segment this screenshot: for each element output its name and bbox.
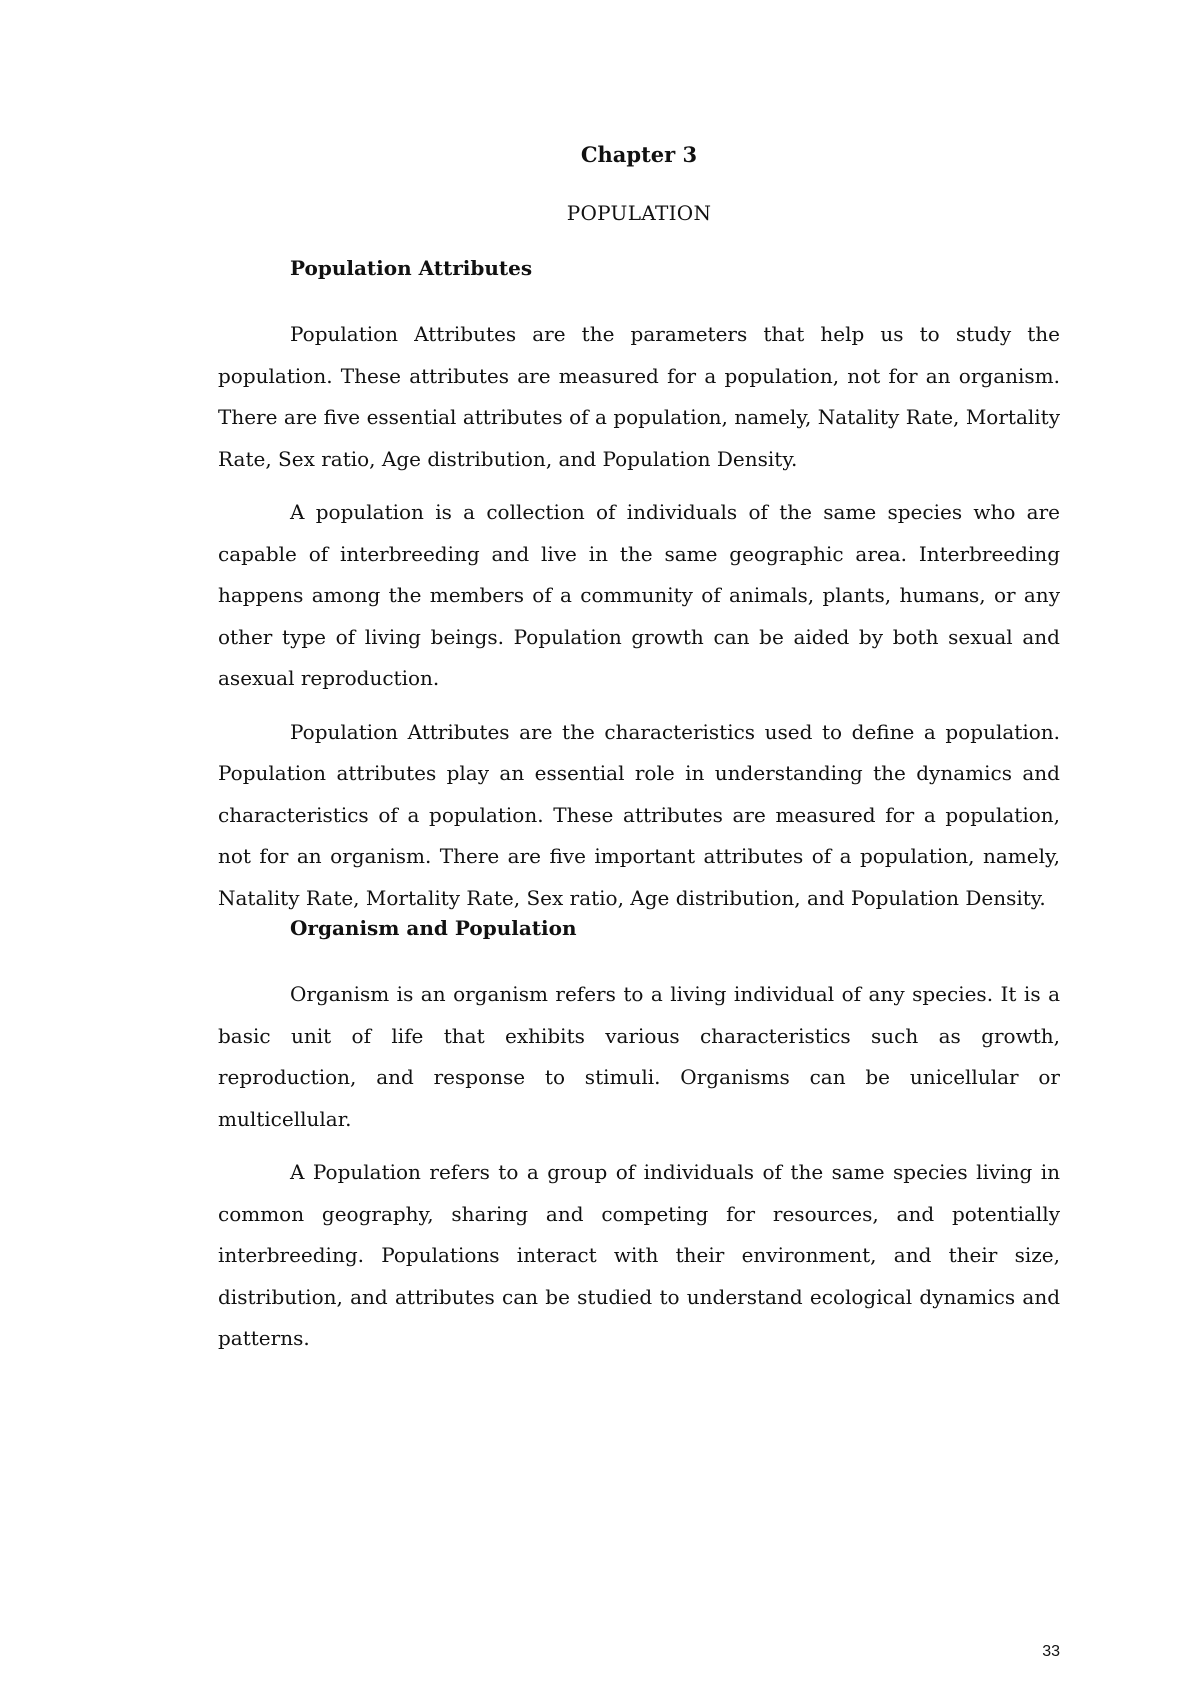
section-body-organism-and-population [218, 974, 1060, 1360]
paragraph: Population Attributes are the parameters that help us to study the population. These attributes are measured for a population, not for an organism. There are five essential attributes of a population, namely, Natality Rate, Mortality Rate, Sex ratio, Age distribution, and Population Density. [218, 322, 1060, 471]
paragraph: A population is a collection of individuals of the same species who are capable of interbreeding and live in the same geographic area. Interbreeding happens among the members of a community of animals, plants, humans, or any other type of living beings. Population growth can be aided by both sexual and asexual reproduction. [218, 500, 1060, 690]
paragraph: Population Attributes are the characteristics used to define a population. Population attributes play an essential role in understanding the dynamics and characteristics of a population. These attributes are measured for a population, not for an organism. There are five important attributes of a population, namely, Natality Rate, Mortality Rate, Sex ratio, Age distribution, and Population Density. [218, 719, 1060, 910]
section-body-population-attributes [218, 314, 1060, 919]
page-number: 33 [1042, 1643, 1060, 1660]
section-heading-population-attributes: Population Attributes [290, 256, 533, 280]
paragraph: A Population refers to a group of individuals of the same species living in common geography, sharing and competing for resources, and potentially interbreeding. Populations interact with their environment, and their size, distribution, and attributes can be studied to understand ecological dynamics and patterns. [218, 1160, 1060, 1350]
section-heading-organism-and-population: Organism and Population [290, 916, 577, 940]
chapter-title: Chapter 3 [580, 142, 698, 167]
paragraph: Organism is an organism refers to a living individual of any species. It is a basic unit of life that exhibits various characteristics such as growth, reproduction, and response to stimuli. Organisms can be unicellular or multicellular. [218, 982, 1060, 1131]
chapter-subtitle: POPULATION [566, 201, 712, 225]
